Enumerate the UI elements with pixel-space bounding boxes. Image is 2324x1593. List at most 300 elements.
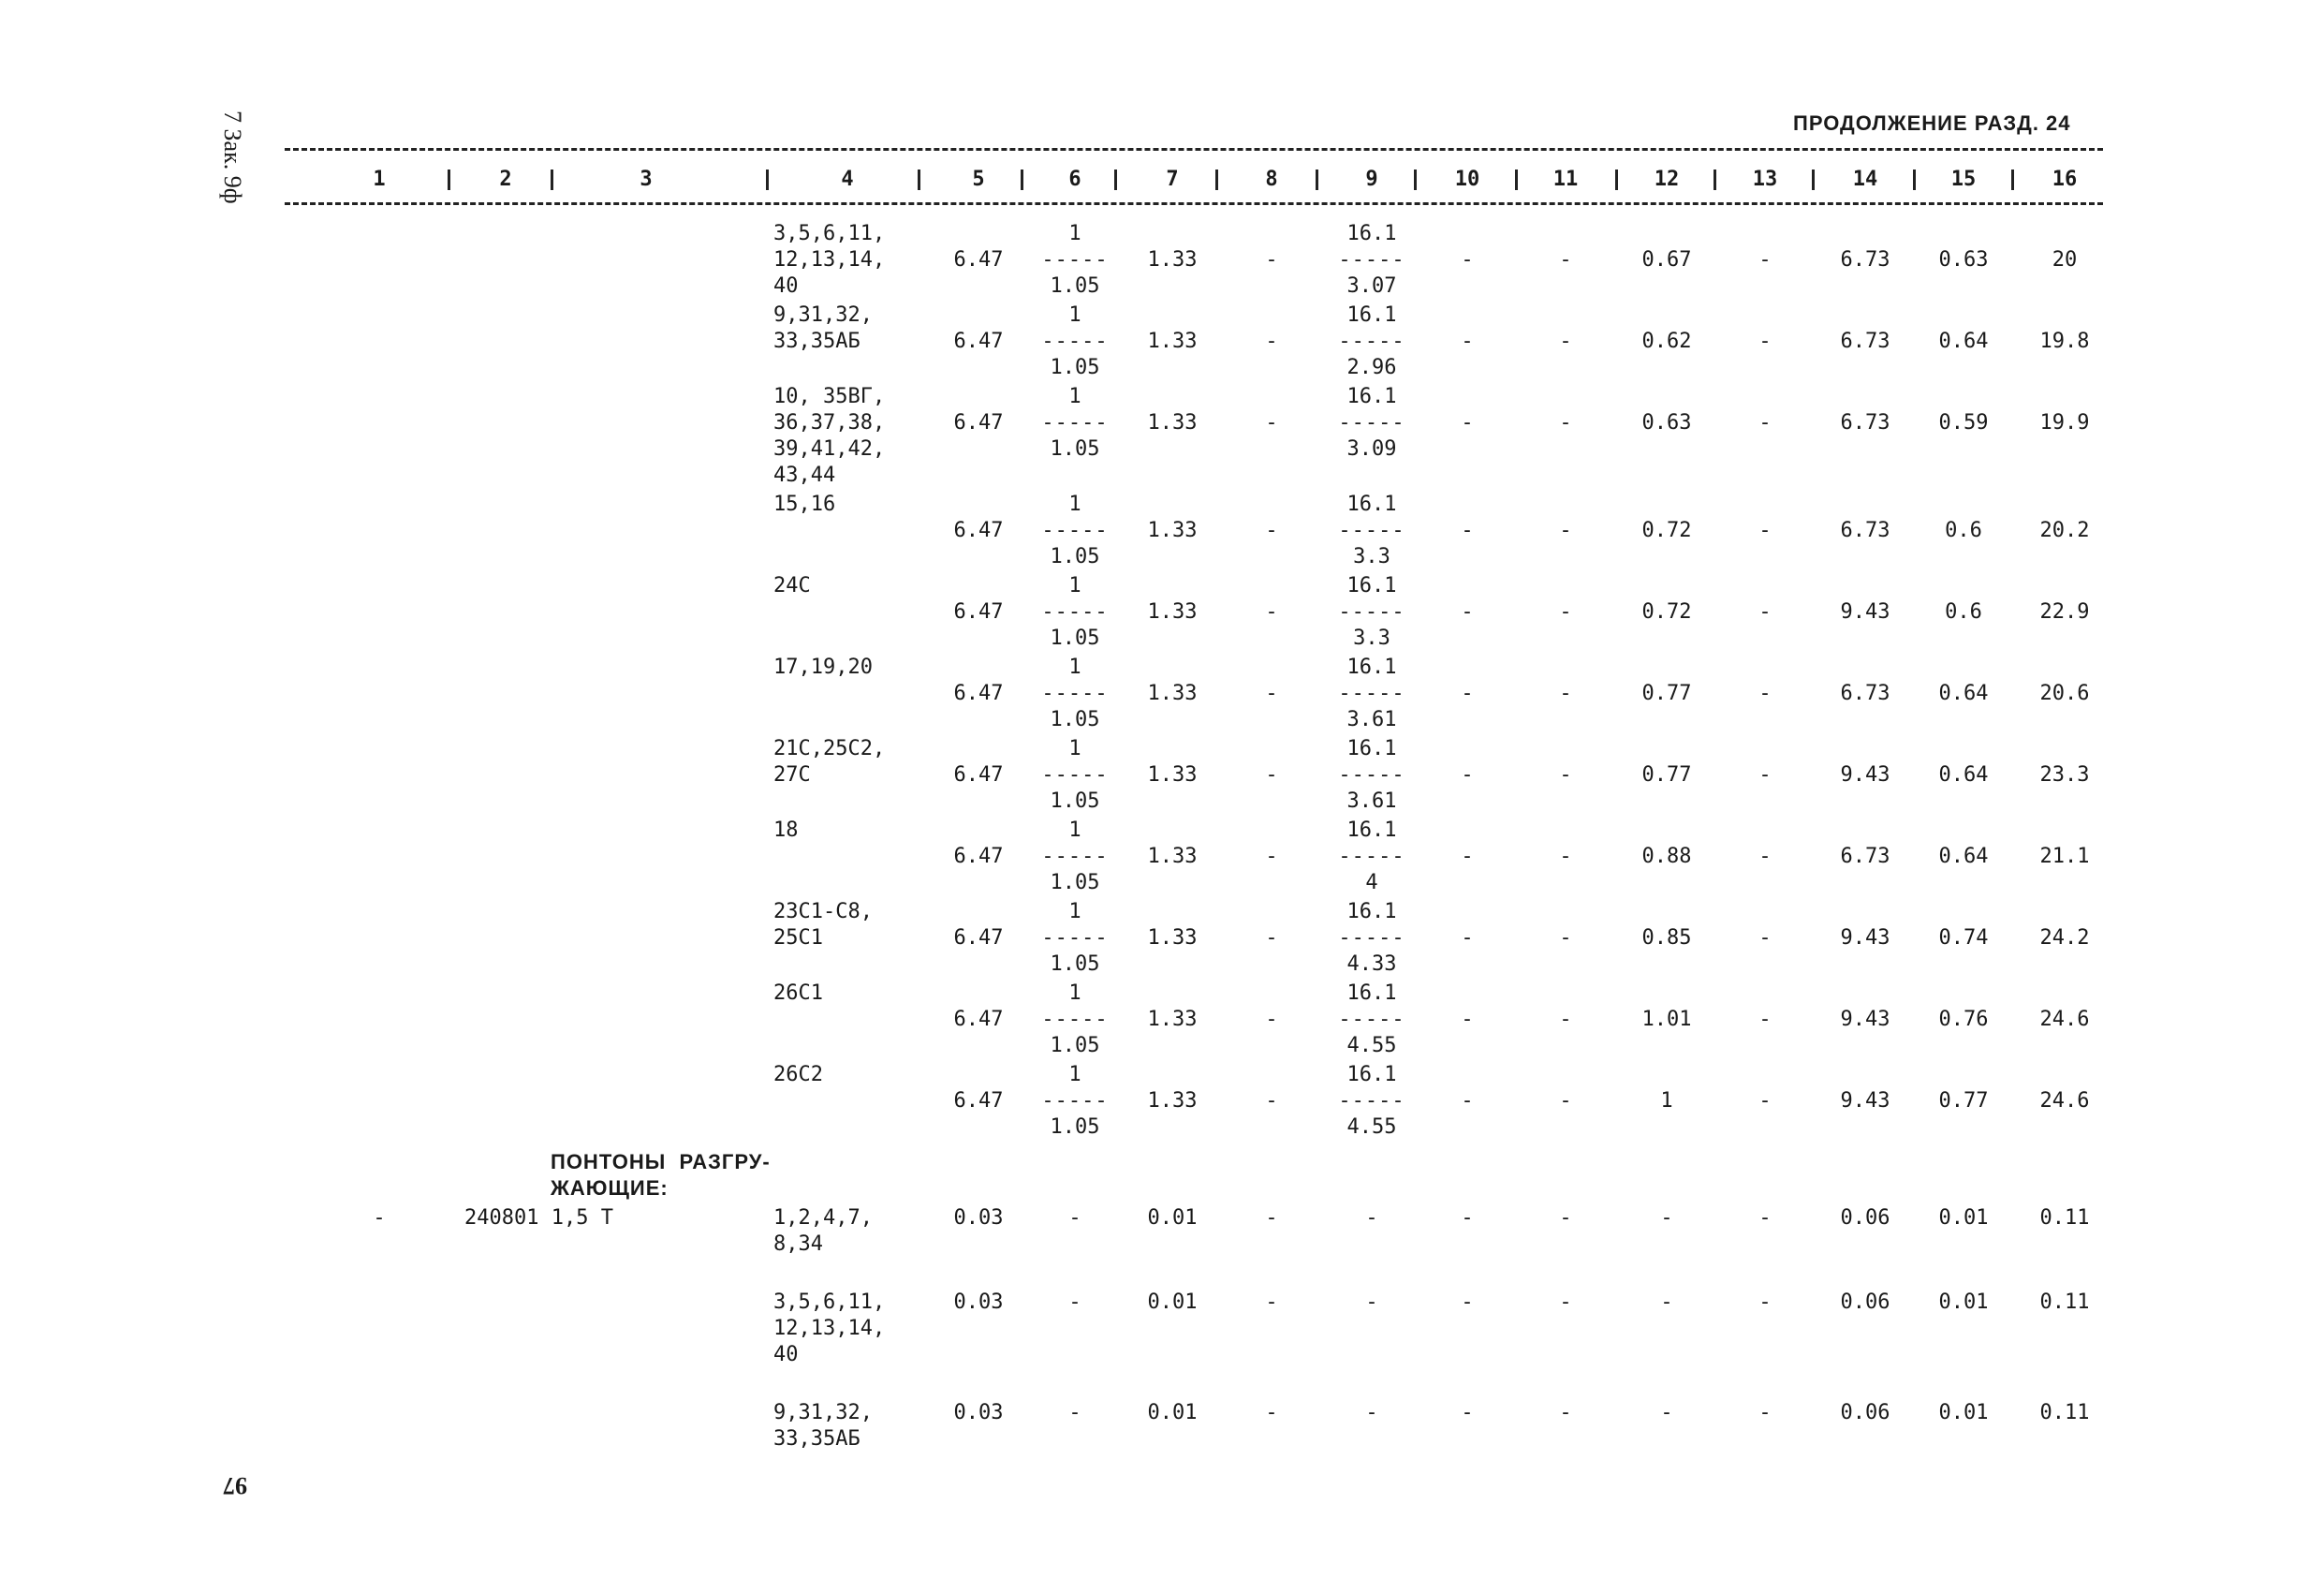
row-a-0-c13: - <box>1758 248 1772 272</box>
row-a-7-c8: - <box>1265 845 1278 868</box>
row-a-0-c5: 6.47 <box>953 248 1004 272</box>
row-a-2-col4-line: 36,37,38, <box>773 411 886 435</box>
row-a-4-col6-numerator: 1 <box>1068 574 1081 597</box>
row-a-4-col6-fraction-line: ----- <box>1041 600 1109 624</box>
row-a-7-col4-line: 18 <box>773 819 799 842</box>
row-a-6-c14: 9.43 <box>1840 763 1890 787</box>
row-a-0-col6 <box>1033 221 1117 300</box>
row-a-0-c12: 0.67 <box>1641 248 1692 272</box>
row-a-2-col9 <box>1330 384 1414 463</box>
row-a-2-c12: 0.63 <box>1641 411 1692 435</box>
row-a-3-col6-numerator: 1 <box>1068 493 1081 516</box>
row-a-1-col6 <box>1033 302 1117 381</box>
row-a-1-col4-line: 9,31,32, <box>773 303 873 327</box>
row-a-7-col9 <box>1330 818 1414 896</box>
row-a-1-col9-numerator: 16.1 <box>1346 303 1397 327</box>
row-a-4-c12: 0.72 <box>1641 600 1692 624</box>
row-b-0-c6: - <box>1068 1206 1081 1230</box>
section-b-col1: - <box>373 1206 386 1230</box>
row-a-5-c11: - <box>1559 682 1572 705</box>
row-a-5-c5: 6.47 <box>953 682 1004 705</box>
row-a-6-col9-denominator: 3.61 <box>1346 789 1397 813</box>
row-b-0-c11: - <box>1559 1206 1572 1230</box>
row-b-1-c12: - <box>1660 1291 1673 1314</box>
row-a-7-col9-fraction-line: ----- <box>1338 845 1405 868</box>
column-separator <box>1615 170 1618 190</box>
row-a-7-col6-numerator: 1 <box>1068 819 1081 842</box>
row-a-2-c5: 6.47 <box>953 411 1004 435</box>
row-a-10-c12: 1 <box>1660 1089 1673 1113</box>
row-b-0-c10: - <box>1461 1206 1474 1230</box>
row-a-3-col4-line: 15,16 <box>773 493 836 516</box>
row-a-1-c12: 0.62 <box>1641 330 1692 353</box>
row-a-10-c5: 6.47 <box>953 1089 1004 1113</box>
row-a-5-col9 <box>1330 655 1414 733</box>
row-a-7-c16: 21.1 <box>2039 845 2090 868</box>
row-a-9-c11: - <box>1559 1008 1572 1031</box>
row-b-0-c9: - <box>1365 1206 1378 1230</box>
row-a-0-c8: - <box>1265 248 1278 272</box>
row-a-5-c13: - <box>1758 682 1772 705</box>
section-b-title-line: ПОНТОНЫ РАЗГРУ- <box>551 1150 771 1173</box>
row-a-5-c8: - <box>1265 682 1278 705</box>
row-a-5-c10: - <box>1461 682 1474 705</box>
column-separator <box>1316 170 1318 190</box>
row-b-0-col4-line: 1,2,4,7, <box>773 1206 873 1230</box>
row-a-0-col9-denominator: 3.07 <box>1346 274 1397 298</box>
row-a-2-col9-numerator: 16.1 <box>1346 385 1397 408</box>
row-a-9-c10: - <box>1461 1008 1474 1031</box>
column-separator <box>1812 170 1815 190</box>
section-b-title-line: ЖАЮЩИЕ: <box>551 1176 669 1200</box>
row-a-2-c15: 0.59 <box>1938 411 1989 435</box>
row-a-6-col9-fraction-line: ----- <box>1338 763 1405 787</box>
row-a-6-col9-numerator: 16.1 <box>1346 737 1397 760</box>
row-a-8-c13: - <box>1758 926 1772 950</box>
row-a-2-col6-numerator: 1 <box>1068 385 1081 408</box>
row-a-6-col6-denominator: 1.05 <box>1050 789 1100 813</box>
row-a-10-col6-denominator: 1.05 <box>1050 1115 1100 1139</box>
row-a-5-col9-denominator: 3.61 <box>1346 708 1397 731</box>
row-b-2-c6: - <box>1068 1401 1081 1424</box>
row-a-2-c11: - <box>1559 411 1572 435</box>
row-a-5-c16: 20.6 <box>2039 682 2090 705</box>
row-a-7-c12: 0.88 <box>1641 845 1692 868</box>
row-b-2-col4-line: 9,31,32, <box>773 1401 873 1424</box>
column-separator <box>1515 170 1518 190</box>
row-a-9-col6-numerator: 1 <box>1068 981 1081 1005</box>
row-b-0-c8: - <box>1265 1206 1278 1230</box>
row-b-1-col4-line: 12,13,14, <box>773 1317 886 1340</box>
row-a-7-col6 <box>1033 818 1117 896</box>
row-a-1-c14: 6.73 <box>1840 330 1890 353</box>
row-a-3-col6-denominator: 1.05 <box>1050 545 1100 568</box>
row-a-8-col9 <box>1330 899 1414 978</box>
row-a-3-col9-denominator: 3.3 <box>1353 545 1390 568</box>
column-separator <box>1414 170 1417 190</box>
row-a-0-col9-numerator: 16.1 <box>1346 222 1397 245</box>
row-a-5-col9-fraction-line: ----- <box>1338 682 1405 705</box>
column-separator <box>1215 170 1218 190</box>
row-a-8-col4-line: 25С1 <box>773 926 823 950</box>
row-a-4-c10: - <box>1461 600 1474 624</box>
row-a-5-c14: 6.73 <box>1840 682 1890 705</box>
row-a-10-c8: - <box>1265 1089 1278 1113</box>
row-a-6-col6 <box>1033 736 1117 815</box>
row-a-10-c10: - <box>1461 1089 1474 1113</box>
header-bottom-rule <box>285 202 2103 205</box>
column-number-6: 6 <box>1068 168 1081 191</box>
column-separator <box>551 170 553 190</box>
row-b-1-c7: 0.01 <box>1147 1291 1198 1314</box>
row-a-6-c13: - <box>1758 763 1772 787</box>
row-a-7-c15: 0.64 <box>1938 845 1989 868</box>
row-a-1-col4-line: 33,35АБ <box>773 330 860 353</box>
row-a-5-col9-numerator: 16.1 <box>1346 656 1397 679</box>
row-a-2-c7: 1.33 <box>1147 411 1198 435</box>
column-number-8: 8 <box>1265 168 1278 191</box>
row-b-0-c7: 0.01 <box>1147 1206 1198 1230</box>
row-a-1-col9-denominator: 2.96 <box>1346 356 1397 379</box>
row-a-3-c12: 0.72 <box>1641 519 1692 542</box>
row-b-1-c11: - <box>1559 1291 1572 1314</box>
row-a-6-col4-line: 27С <box>773 763 811 787</box>
row-a-9-col9 <box>1330 981 1414 1059</box>
row-a-6-c12: 0.77 <box>1641 763 1692 787</box>
row-a-5-c12: 0.77 <box>1641 682 1692 705</box>
row-a-7-col9-numerator: 16.1 <box>1346 819 1397 842</box>
row-a-8-c10: - <box>1461 926 1474 950</box>
row-a-8-col4-line: 23С1-С8, <box>773 900 873 923</box>
row-a-7-c5: 6.47 <box>953 845 1004 868</box>
row-a-4-col9-denominator: 3.3 <box>1353 627 1390 650</box>
row-a-1-c13: - <box>1758 330 1772 353</box>
row-a-0-c10: - <box>1461 248 1474 272</box>
row-a-8-col6-denominator: 1.05 <box>1050 952 1100 976</box>
row-a-1-c7: 1.33 <box>1147 330 1198 353</box>
row-a-8-col6 <box>1033 899 1117 978</box>
row-b-2-c15: 0.01 <box>1938 1401 1989 1424</box>
row-a-8-col9-fraction-line: ----- <box>1338 926 1405 950</box>
row-a-9-col6 <box>1033 981 1117 1059</box>
row-a-10-c7: 1.33 <box>1147 1089 1198 1113</box>
row-a-6-c11: - <box>1559 763 1572 787</box>
row-a-1-c8: - <box>1265 330 1278 353</box>
row-a-1-c11: - <box>1559 330 1572 353</box>
row-a-3-c10: - <box>1461 519 1474 542</box>
row-b-0-c5: 0.03 <box>953 1206 1004 1230</box>
column-number-9: 9 <box>1365 168 1378 191</box>
row-a-6-col4-line: 21С,25С2, <box>773 737 886 760</box>
row-a-0-col4-line: 40 <box>773 274 799 298</box>
row-a-1-c16: 19.8 <box>2039 330 2090 353</box>
row-a-10-col6-fraction-line: ----- <box>1041 1089 1109 1113</box>
row-a-6-col9 <box>1330 736 1414 815</box>
row-a-4-c16: 22.9 <box>2039 600 2090 624</box>
column-number-12: 12 <box>1654 168 1680 191</box>
row-a-9-col4-line: 26С1 <box>773 981 823 1005</box>
row-b-2-c11: - <box>1559 1401 1572 1424</box>
row-a-3-col9-numerator: 16.1 <box>1346 493 1397 516</box>
row-b-1-c9: - <box>1365 1291 1378 1314</box>
row-a-3-c13: - <box>1758 519 1772 542</box>
row-b-0-c14: 0.06 <box>1840 1206 1890 1230</box>
row-a-5-col6-fraction-line: ----- <box>1041 682 1109 705</box>
section-heading: ПРОДОЛЖЕНИЕ РАЗД. 24 <box>1793 111 2071 135</box>
row-a-8-c15: 0.74 <box>1938 926 1989 950</box>
row-a-4-c15: 0.6 <box>1945 600 1982 624</box>
row-a-3-col9-fraction-line: ----- <box>1338 519 1405 542</box>
row-a-4-col9-fraction-line: ----- <box>1338 600 1405 624</box>
row-a-0-col4-line: 12,13,14, <box>773 248 886 272</box>
row-a-7-col6-fraction-line: ----- <box>1041 845 1109 868</box>
row-a-5-col4-line: 17,19,20 <box>773 656 873 679</box>
row-b-2-c5: 0.03 <box>953 1401 1004 1424</box>
row-a-8-c5: 6.47 <box>953 926 1004 950</box>
row-b-1-c16: 0.11 <box>2039 1291 2090 1314</box>
row-a-10-col9-denominator: 4.55 <box>1346 1115 1397 1139</box>
row-a-9-col6-fraction-line: ----- <box>1041 1008 1109 1031</box>
row-a-10-col6-numerator: 1 <box>1068 1063 1081 1086</box>
row-a-0-col6-fraction-line: ----- <box>1041 248 1109 272</box>
row-a-1-c10: - <box>1461 330 1474 353</box>
row-a-6-c8: - <box>1265 763 1278 787</box>
row-b-0-c13: - <box>1758 1206 1772 1230</box>
row-a-4-col6 <box>1033 573 1117 652</box>
row-b-1-c13: - <box>1758 1291 1772 1314</box>
row-a-1-col9 <box>1330 302 1414 381</box>
row-a-0-c7: 1.33 <box>1147 248 1198 272</box>
row-a-3-c5: 6.47 <box>953 519 1004 542</box>
row-a-8-c11: - <box>1559 926 1572 950</box>
row-a-4-c8: - <box>1265 600 1278 624</box>
row-a-3-col9 <box>1330 492 1414 570</box>
column-separator <box>448 170 450 190</box>
row-a-3-c16: 20.2 <box>2039 519 2090 542</box>
row-a-4-c14: 9.43 <box>1840 600 1890 624</box>
row-a-3-c15: 0.6 <box>1945 519 1982 542</box>
row-a-5-c7: 1.33 <box>1147 682 1198 705</box>
row-a-8-col6-numerator: 1 <box>1068 900 1081 923</box>
row-b-0-col4-line: 8,34 <box>773 1232 823 1256</box>
row-a-2-c10: - <box>1461 411 1474 435</box>
row-a-6-c15: 0.64 <box>1938 763 1989 787</box>
row-a-9-col6-denominator: 1.05 <box>1050 1034 1100 1057</box>
row-a-7-c10: - <box>1461 845 1474 868</box>
row-a-6-c5: 6.47 <box>953 763 1004 787</box>
row-a-5-col6 <box>1033 655 1117 733</box>
row-a-5-col6-numerator: 1 <box>1068 656 1081 679</box>
row-a-5-col6-denominator: 1.05 <box>1050 708 1100 731</box>
row-a-7-col6-denominator: 1.05 <box>1050 871 1100 894</box>
column-separator <box>766 170 769 190</box>
row-b-1-col4-line: 3,5,6,11, <box>773 1291 886 1314</box>
row-a-2-col9-fraction-line: ----- <box>1338 411 1405 435</box>
row-b-1-c5: 0.03 <box>953 1291 1004 1314</box>
row-b-0-c16: 0.11 <box>2039 1206 2090 1230</box>
row-b-1-c6: - <box>1068 1291 1081 1314</box>
row-a-8-col6-fraction-line: ----- <box>1041 926 1109 950</box>
row-a-4-col4-line: 24С <box>773 574 811 597</box>
row-a-9-c16: 24.6 <box>2039 1008 2090 1031</box>
row-a-2-c16: 19.9 <box>2039 411 2090 435</box>
row-a-6-c10: - <box>1461 763 1474 787</box>
row-b-2-c7: 0.01 <box>1147 1401 1198 1424</box>
row-a-1-c15: 0.64 <box>1938 330 1989 353</box>
row-a-9-col9-fraction-line: ----- <box>1338 1008 1405 1031</box>
row-a-10-col9 <box>1330 1062 1414 1141</box>
row-b-2-c9: - <box>1365 1401 1378 1424</box>
row-b-0-c12: - <box>1660 1206 1673 1230</box>
row-a-3-c8: - <box>1265 519 1278 542</box>
row-b-2-col4-line: 33,35АБ <box>773 1427 860 1451</box>
row-b-2-c16: 0.11 <box>2039 1401 2090 1424</box>
row-a-4-col9-numerator: 16.1 <box>1346 574 1397 597</box>
row-a-4-col6-denominator: 1.05 <box>1050 627 1100 650</box>
row-a-8-c8: - <box>1265 926 1278 950</box>
row-a-4-c13: - <box>1758 600 1772 624</box>
row-a-0-col6-denominator: 1.05 <box>1050 274 1100 298</box>
row-a-10-col6 <box>1033 1062 1117 1141</box>
column-number-1: 1 <box>373 168 386 191</box>
row-a-7-c13: - <box>1758 845 1772 868</box>
row-b-1-c15: 0.01 <box>1938 1291 1989 1314</box>
row-a-2-col4-line: 43,44 <box>773 464 836 487</box>
row-a-2-c13: - <box>1758 411 1772 435</box>
row-a-2-col6-denominator: 1.05 <box>1050 437 1100 461</box>
row-a-3-c7: 1.33 <box>1147 519 1198 542</box>
section-b-col2: 240801 1,5 Т <box>464 1206 613 1230</box>
side-note: 7 Зак. 9ф <box>219 111 246 204</box>
row-a-3-c11: - <box>1559 519 1572 542</box>
column-number-16: 16 <box>2052 168 2078 191</box>
row-a-1-c5: 6.47 <box>953 330 1004 353</box>
row-a-9-c13: - <box>1758 1008 1772 1031</box>
row-a-4-c11: - <box>1559 600 1572 624</box>
row-a-0-col6-numerator: 1 <box>1068 222 1081 245</box>
row-a-7-col9-denominator: 4 <box>1365 871 1378 894</box>
row-a-10-c14: 9.43 <box>1840 1089 1890 1113</box>
column-number-4: 4 <box>841 168 854 191</box>
row-b-2-c13: - <box>1758 1401 1772 1424</box>
row-b-1-c14: 0.06 <box>1840 1291 1890 1314</box>
row-a-1-col6-fraction-line: ----- <box>1041 330 1109 353</box>
row-a-8-c14: 9.43 <box>1840 926 1890 950</box>
row-a-2-col9-denominator: 3.09 <box>1346 437 1397 461</box>
row-a-9-c8: - <box>1265 1008 1278 1031</box>
row-a-2-col6 <box>1033 384 1117 463</box>
column-number-11: 11 <box>1552 168 1579 191</box>
row-a-10-col4-line: 26С2 <box>773 1063 823 1086</box>
row-a-4-c7: 1.33 <box>1147 600 1198 624</box>
column-separator <box>918 170 920 190</box>
row-b-2-c14: 0.06 <box>1840 1401 1890 1424</box>
row-a-6-c7: 1.33 <box>1147 763 1198 787</box>
row-a-10-c11: - <box>1559 1089 1572 1113</box>
column-number-15: 15 <box>1950 168 1977 191</box>
column-separator <box>2011 170 2014 190</box>
row-a-10-c16: 24.6 <box>2039 1089 2090 1113</box>
column-number-10: 10 <box>1454 168 1480 191</box>
row-a-2-c8: - <box>1265 411 1278 435</box>
top-rule <box>285 148 2103 151</box>
column-separator <box>1913 170 1916 190</box>
column-number-13: 13 <box>1752 168 1778 191</box>
row-a-1-col6-denominator: 1.05 <box>1050 356 1100 379</box>
row-a-8-c12: 0.85 <box>1641 926 1692 950</box>
row-a-0-col9-fraction-line: ----- <box>1338 248 1405 272</box>
row-a-5-c15: 0.64 <box>1938 682 1989 705</box>
row-a-4-c5: 6.47 <box>953 600 1004 624</box>
row-b-2-c8: - <box>1265 1401 1278 1424</box>
row-a-7-c14: 6.73 <box>1840 845 1890 868</box>
row-a-0-c16: 20 <box>2052 248 2078 272</box>
column-number-3: 3 <box>640 168 653 191</box>
row-a-0-c15: 0.63 <box>1938 248 1989 272</box>
row-b-0-c15: 0.01 <box>1938 1206 1989 1230</box>
row-b-1-c8: - <box>1265 1291 1278 1314</box>
row-a-6-col6-fraction-line: ----- <box>1041 763 1109 787</box>
column-number-7: 7 <box>1166 168 1179 191</box>
row-a-8-col9-denominator: 4.33 <box>1346 952 1397 976</box>
row-a-2-col4-line: 39,41,42, <box>773 437 886 461</box>
row-a-1-col6-numerator: 1 <box>1068 303 1081 327</box>
row-a-6-c16: 23.3 <box>2039 763 2090 787</box>
row-a-8-c16: 24.2 <box>2039 926 2090 950</box>
row-b-2-c12: - <box>1660 1401 1673 1424</box>
row-a-10-col9-numerator: 16.1 <box>1346 1063 1397 1086</box>
row-a-10-col9-fraction-line: ----- <box>1338 1089 1405 1113</box>
row-a-1-col9-fraction-line: ----- <box>1338 330 1405 353</box>
row-a-0-col4-line: 3,5,6,11, <box>773 222 886 245</box>
row-a-9-col9-numerator: 16.1 <box>1346 981 1397 1005</box>
row-a-9-c12: 1.01 <box>1641 1008 1692 1031</box>
row-a-9-c5: 6.47 <box>953 1008 1004 1031</box>
row-a-0-col9 <box>1330 221 1414 300</box>
column-number-2: 2 <box>499 168 512 191</box>
row-a-2-c14: 6.73 <box>1840 411 1890 435</box>
row-a-8-col9-numerator: 16.1 <box>1346 900 1397 923</box>
row-a-9-c7: 1.33 <box>1147 1008 1198 1031</box>
column-separator <box>1114 170 1117 190</box>
row-a-7-c11: - <box>1559 845 1572 868</box>
row-a-8-c7: 1.33 <box>1147 926 1198 950</box>
page-number: 97 <box>223 1472 247 1499</box>
row-a-6-col6-numerator: 1 <box>1068 737 1081 760</box>
column-separator <box>1714 170 1716 190</box>
row-a-0-c11: - <box>1559 248 1572 272</box>
row-a-2-col6-fraction-line: ----- <box>1041 411 1109 435</box>
row-a-2-col4-line: 10, 35ВГ, <box>773 385 886 408</box>
row-a-9-c15: 0.76 <box>1938 1008 1989 1031</box>
row-a-3-col6-fraction-line: ----- <box>1041 519 1109 542</box>
row-a-4-col9 <box>1330 573 1414 652</box>
row-b-1-col4-line: 40 <box>773 1343 799 1366</box>
row-a-0-c14: 6.73 <box>1840 248 1890 272</box>
row-b-2-c10: - <box>1461 1401 1474 1424</box>
column-number-5: 5 <box>972 168 985 191</box>
row-a-9-col9-denominator: 4.55 <box>1346 1034 1397 1057</box>
row-a-10-c15: 0.77 <box>1938 1089 1989 1113</box>
column-separator <box>1021 170 1023 190</box>
row-a-3-c14: 6.73 <box>1840 519 1890 542</box>
row-a-10-c13: - <box>1758 1089 1772 1113</box>
row-a-7-c7: 1.33 <box>1147 845 1198 868</box>
row-b-1-c10: - <box>1461 1291 1474 1314</box>
row-a-3-col6 <box>1033 492 1117 570</box>
column-number-14: 14 <box>1852 168 1878 191</box>
row-a-9-c14: 9.43 <box>1840 1008 1890 1031</box>
